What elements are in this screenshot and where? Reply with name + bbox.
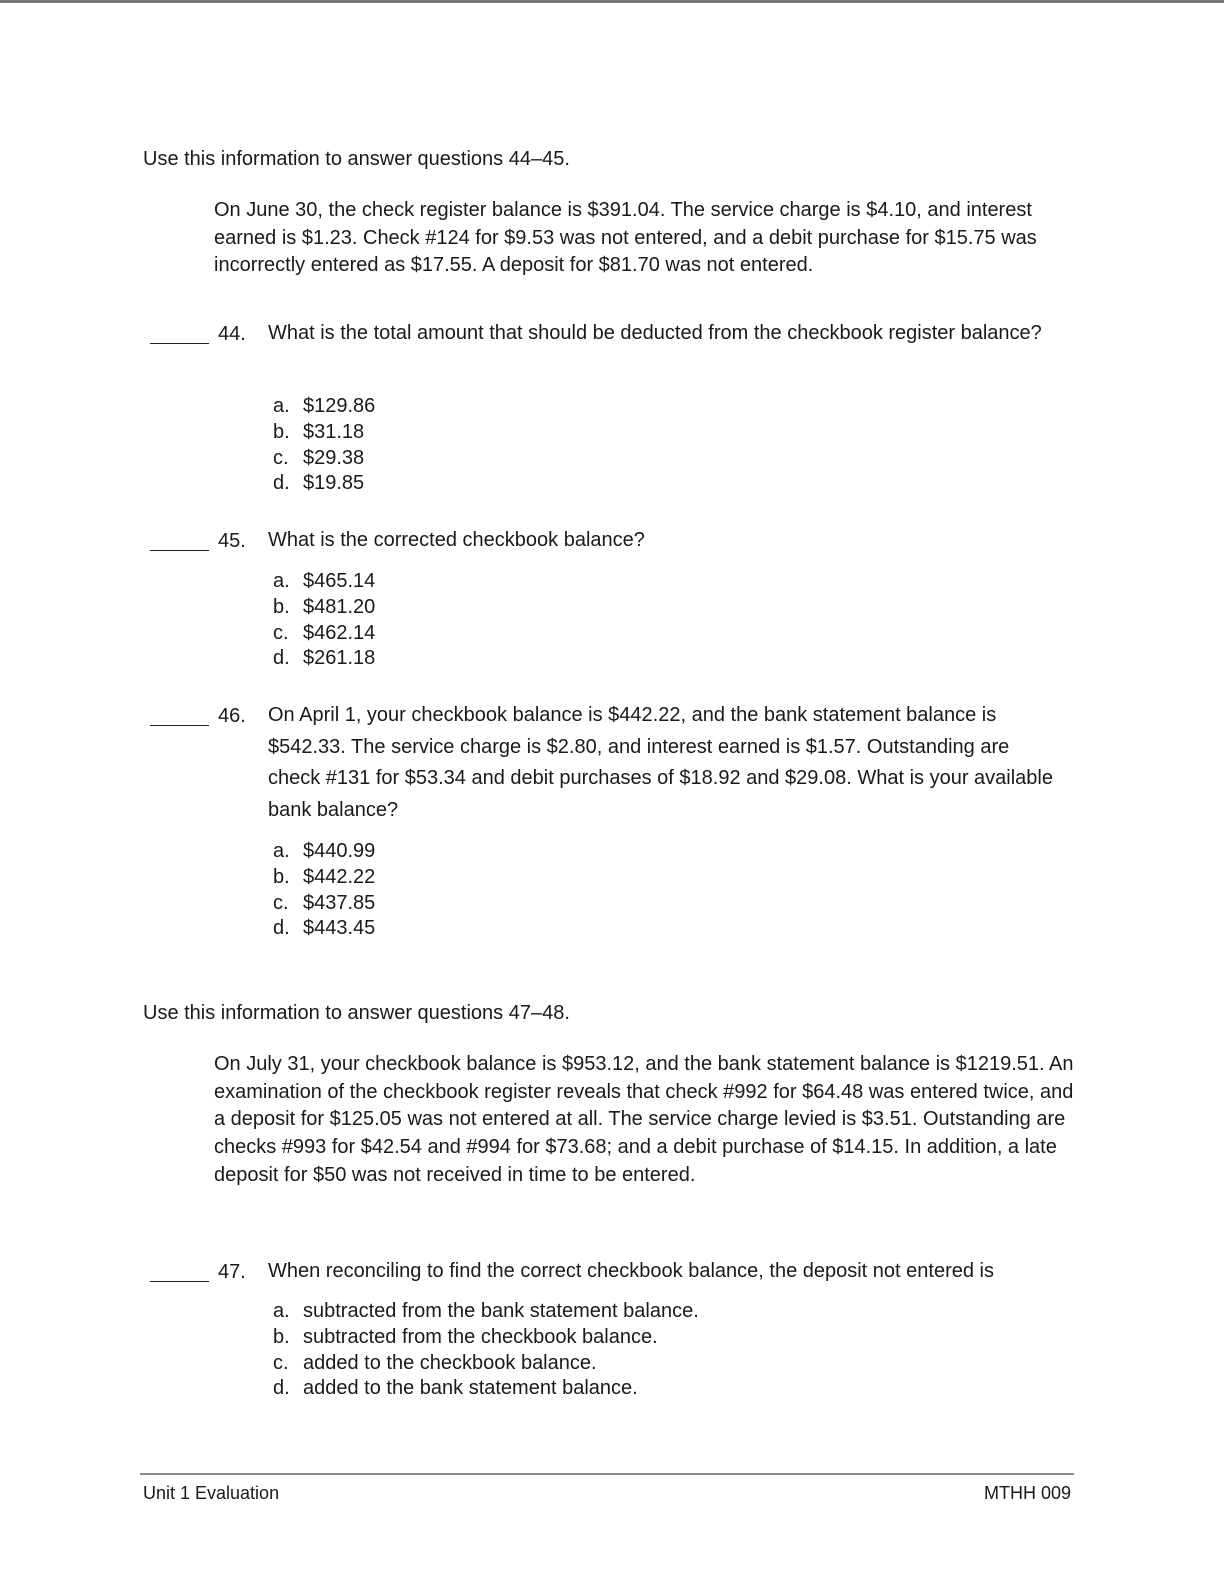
choice-item: a. subtracted from the bank statement balance. [273, 1300, 699, 1322]
choice-item: c. $29.38 [273, 446, 365, 469]
scenario-text: On July 31, your checkbook balance is $953.12, and the bank statement balance is $1219.51. An examination of the checkbook register reveals that check #992 for $64.48 was entered twice, and a deposit for $125.05 was not entered at all. The service charge levied is $3.51. Outstanding are checks #993 for $42.54 and #994 for $73.68; and a debit purchase of $14.15. In addition, a late deposit for $50 was not received in time to be entered. [214, 1053, 1074, 1186]
choice-item: c. added to the checkbook balance. [273, 1351, 597, 1374]
question-number: 46. [218, 705, 246, 727]
choice-item: d. $443.45 [273, 917, 376, 940]
question-text: What is the total amount that should be deducted from the checkbook register balance? [268, 322, 1042, 344]
footer-course-code: MTHH 009 [983, 1483, 1071, 1503]
choice-item: a. $440.99 [273, 840, 376, 862]
question-text: On April 1, your checkbook balance is $442.22, and the bank statement balance is $542.33. The service charge is $2.80, and interest earned is $1.57. Outstanding are check #131 for $53.34 and debit purchases of $18.92 and $29.08. What is your available bank balance? [268, 704, 1053, 821]
choice-list [273, 1299, 699, 1402]
question-text: When reconciling to find the correct checkbook balance, the deposit not entered is [268, 1260, 994, 1282]
choice-item: b. $442.22 [273, 865, 376, 888]
answer-blank-45[interactable] [150, 550, 209, 551]
question-number: 44. [218, 323, 246, 345]
answer-blank-46[interactable] [150, 725, 209, 726]
choice-item: a. $129.86 [273, 395, 376, 417]
choice-list [273, 394, 375, 497]
choice-list [273, 569, 375, 672]
footer-rule [140, 1473, 1074, 1475]
choice-item: a. $465.14 [273, 570, 376, 592]
page-top-rule [0, 0, 1224, 3]
footer-unit-title: Unit 1 Evaluation [143, 1483, 280, 1503]
choice-item: b. subtracted from the checkbook balance. [273, 1325, 658, 1348]
scenario-text: On June 30, the check register balance is $391.04. The service charge is $4.10, and interest earned is $1.23. Check #124 for $9.53 was not entered, and a debit purchase for $15.75 was incorrectly entered as $17.55. A deposit for $81.70 was not entered. [214, 199, 1037, 277]
choice-item: b. $481.20 [273, 595, 376, 618]
question-text: What is the corrected checkbook balance? [268, 529, 645, 551]
question-number: 45. [218, 530, 246, 552]
choice-item: c. $462.14 [273, 621, 376, 644]
answer-blank-44[interactable] [150, 343, 209, 344]
answer-blank-47[interactable] [150, 1281, 209, 1282]
choice-item: d. $19.85 [273, 472, 365, 495]
section-intro: Use this information to answer questions 44–45. [143, 148, 570, 170]
question-number: 47. [218, 1261, 246, 1283]
choice-list [273, 839, 375, 942]
section-intro: Use this information to answer questions 47–48. [143, 1002, 570, 1024]
choice-item: d. added to the bank statement balance. [273, 1377, 638, 1400]
choice-item: d. $261.18 [273, 647, 376, 670]
choice-item: b. $31.18 [273, 420, 365, 443]
choice-item: c. $437.85 [273, 891, 376, 914]
